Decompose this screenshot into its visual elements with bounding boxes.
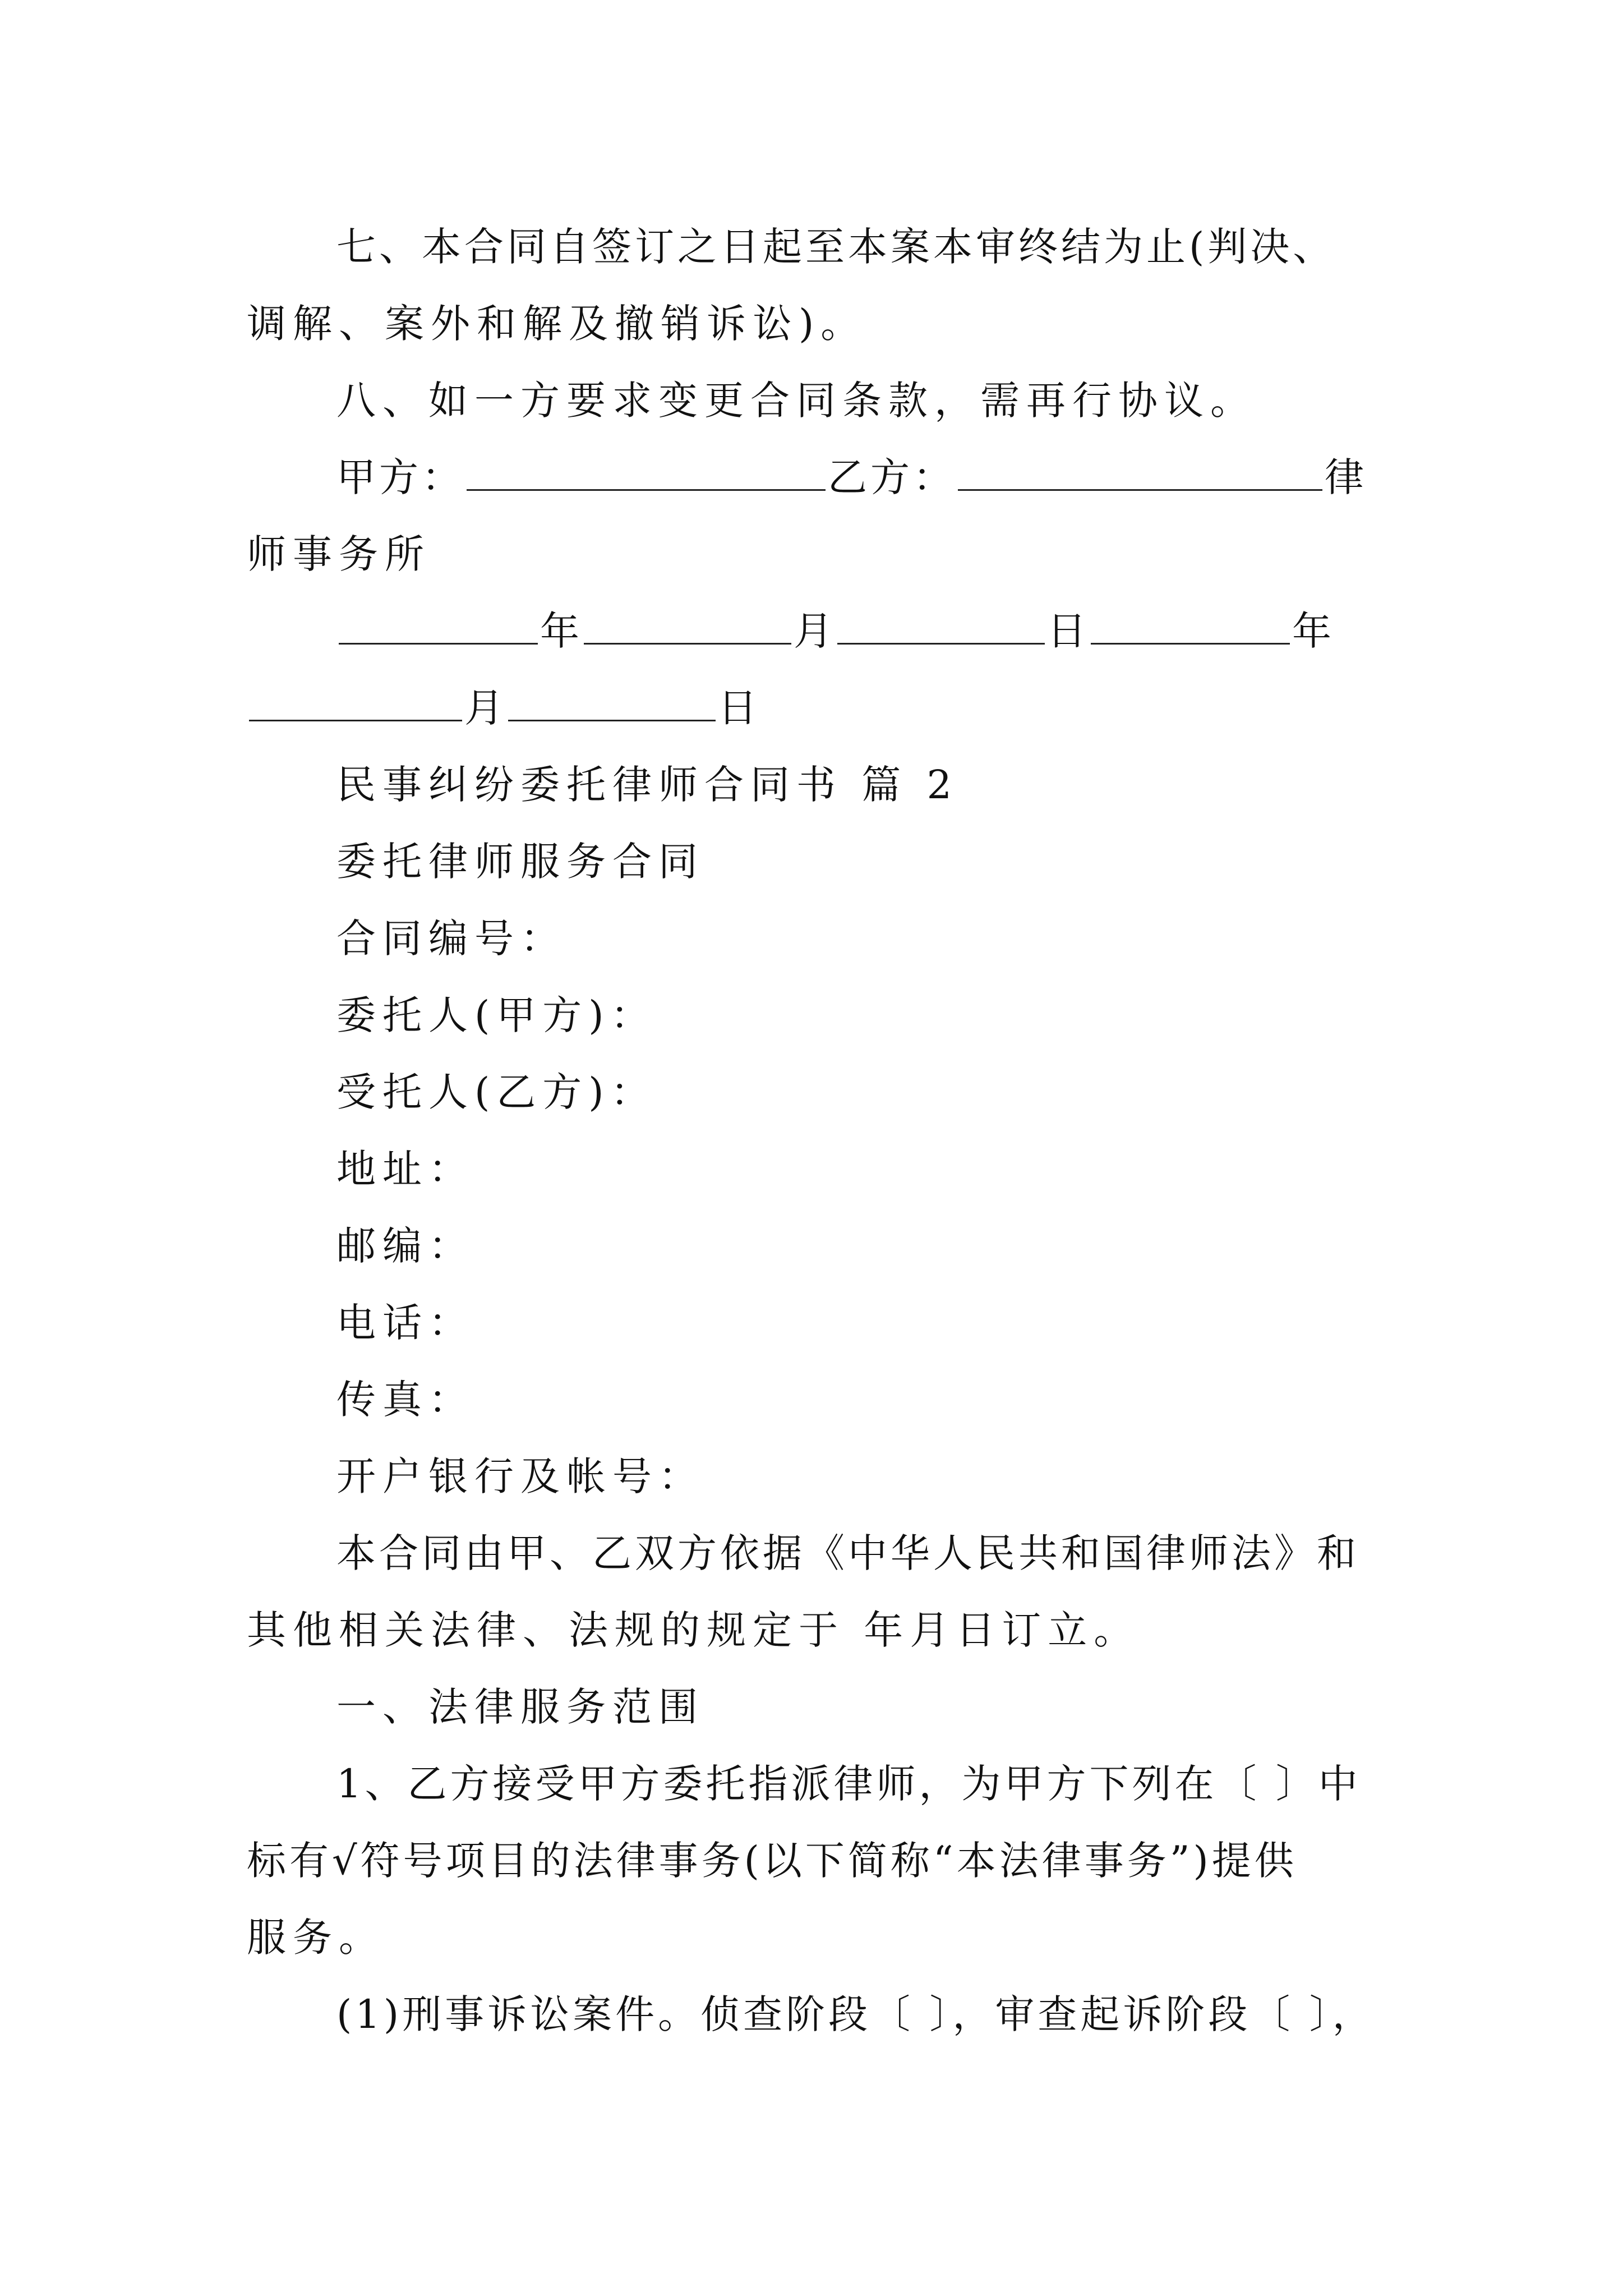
scope-item-1-line-2: 标有√符号项目的法律事务(以下简称“本法律事务”)提供 [247,1838,1297,1884]
law-firm-suffix: 师事务所 [247,531,431,577]
month-label-2: 月 [464,685,506,731]
preamble-line-1: 本合同由甲、乙双方依据《中华人民共和国律师法》和 [336,1530,1359,1576]
scope-item-1-line-1: 1、乙方接受甲方委托指派律师，为甲方下列在〔 〕中 [336,1761,1361,1807]
signature-line [336,449,1367,505]
preamble-line-2: 其他相关法律、法规的规定于 年月日订立。 [247,1607,1140,1653]
contract-title: 委托律师服务合同 [336,839,704,885]
month-label: 月 [794,608,835,654]
day-blank-2 [508,685,716,721]
party-b-blank [958,454,1322,491]
year-label-2: 年 [1292,608,1334,654]
criminal-case-line: (1)刑事诉讼案件。侦查阶段〔 〕，审查起诉阶段〔 〕， [336,1991,1375,2037]
day-label-2: 日 [718,685,759,731]
law-firm-prefix: 律 [1325,454,1367,500]
party-a-label: 甲方： [336,454,464,500]
client-party-a: 委托人(甲方)： [336,992,657,1038]
trustee-party-b: 受托人(乙方)： [336,1069,657,1115]
bank-account-field: 开户银行及帐号： [336,1453,704,1499]
phone-field: 电话： [336,1300,474,1346]
year-blank [339,608,538,645]
clause-7-line-1: 七、本合同自签订之日起至本案本审终结为止(判决、 [336,224,1336,270]
date-line-2 [247,680,759,736]
year-label: 年 [540,608,582,654]
section-heading-scope: 一、法律服务范围 [336,1684,704,1730]
clause-7-line-2: 调解、案外和解及撤销诉讼)。 [247,301,867,347]
party-a-blank [467,454,826,491]
scope-item-1-line-3: 服务。 [247,1915,385,1961]
year-blank-2 [1091,608,1290,645]
day-blank [837,608,1045,645]
section-title-2: 民事纠纷委托律师合同书 篇 2 [336,762,959,808]
clause-8: 八、如一方要求变更合同条款，需再行协议。 [336,378,1256,424]
date-line-1 [336,603,1334,659]
day-label: 日 [1047,608,1089,654]
month-blank-2 [249,685,462,721]
address-field: 地址： [336,1146,474,1192]
party-b-label: 乙方： [828,454,956,500]
fax-field: 传真： [336,1377,474,1423]
contract-number: 合同编号： [336,915,566,961]
month-blank [584,608,791,645]
postcode-field: 邮编： [336,1223,474,1269]
